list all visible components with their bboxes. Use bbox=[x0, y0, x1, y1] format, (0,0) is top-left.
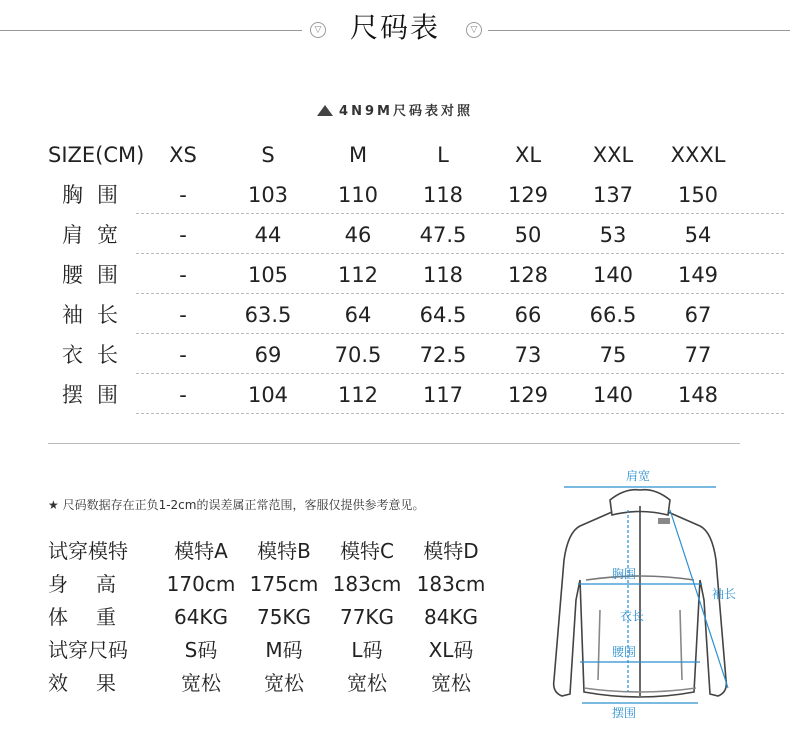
model-cell: 宽松 bbox=[431, 671, 471, 695]
logo-icon bbox=[658, 518, 670, 524]
table-cell: 112 bbox=[337, 263, 379, 287]
table-cell: 72.5 bbox=[419, 343, 467, 367]
table-cell: 66 bbox=[514, 303, 542, 327]
table-subtitle bbox=[0, 100, 790, 119]
table-cell: 44 bbox=[254, 223, 282, 247]
table-cell: 77 bbox=[684, 343, 712, 367]
jacket-measure-diagram bbox=[540, 460, 790, 730]
row-label: 效果 bbox=[48, 671, 144, 695]
table-cell: - bbox=[179, 263, 187, 287]
table-cell: 73 bbox=[514, 343, 542, 367]
label-shoulder: 肩宽 bbox=[626, 469, 651, 483]
model-cell: 模特B bbox=[257, 539, 311, 563]
model-cell: 170cm bbox=[166, 572, 236, 596]
model-cell: 75KG bbox=[256, 605, 312, 629]
model-cell: 84KG bbox=[423, 605, 479, 629]
size-note: ★ 尺码数据存在正负1-2cm的误差属正常范围，客服仅提供参考意见。 bbox=[48, 498, 425, 512]
column-header: XS bbox=[169, 143, 197, 167]
page-title: 尺码表 bbox=[349, 11, 440, 44]
table-cell: 53 bbox=[599, 223, 627, 247]
table-cell: 103 bbox=[247, 183, 289, 207]
table-cell: 149 bbox=[677, 263, 719, 287]
jacket-illustration bbox=[540, 460, 790, 730]
column-header: XXXL bbox=[670, 143, 726, 167]
table-cell: 129 bbox=[507, 383, 549, 407]
model-cell: XL码 bbox=[428, 638, 474, 662]
model-cell: 宽松 bbox=[347, 671, 387, 695]
row-label: 试穿尺码 bbox=[48, 638, 128, 662]
table-cell: - bbox=[179, 223, 187, 247]
row-label: 腰围 bbox=[62, 263, 132, 287]
row-label: 体重 bbox=[48, 605, 144, 629]
column-header: XXL bbox=[592, 143, 634, 167]
table-cell: 105 bbox=[247, 263, 289, 287]
table-cell: 70.5 bbox=[334, 343, 382, 367]
row-divider bbox=[136, 213, 784, 214]
row-label: 身高 bbox=[48, 572, 144, 596]
label-sleeve: 袖长 bbox=[712, 587, 737, 601]
subtitle-text: 4N9M尺码表对照 bbox=[339, 104, 473, 119]
table-cell: 75 bbox=[599, 343, 627, 367]
table-cell: - bbox=[179, 183, 187, 207]
table-cell: - bbox=[179, 383, 187, 407]
row-label: 摆围 bbox=[62, 383, 132, 407]
table-cell: 46 bbox=[344, 223, 372, 247]
table-cell: 112 bbox=[337, 383, 379, 407]
model-cell: 模特A bbox=[174, 539, 228, 563]
table-cell: 150 bbox=[677, 183, 719, 207]
label-chest: 胸围 bbox=[612, 567, 637, 581]
table-cell: 129 bbox=[507, 183, 549, 207]
table-cell: 64 bbox=[344, 303, 372, 327]
label-hem: 摆围 bbox=[612, 706, 637, 720]
table-cell: 47.5 bbox=[419, 223, 467, 247]
model-cell: 宽松 bbox=[264, 671, 304, 695]
row-divider bbox=[136, 373, 784, 374]
table-cell: 118 bbox=[422, 183, 464, 207]
column-header: S bbox=[261, 143, 275, 167]
table-cell: 54 bbox=[684, 223, 712, 247]
chevron-down-icon: ▽ bbox=[310, 22, 326, 38]
table-cell: 128 bbox=[507, 263, 549, 287]
table-cell: 140 bbox=[592, 383, 634, 407]
label-length: 衣长 bbox=[620, 609, 645, 623]
model-cell: 模特C bbox=[340, 539, 394, 563]
model-cell: 77KG bbox=[339, 605, 395, 629]
table-cell: 66.5 bbox=[589, 303, 637, 327]
column-header: L bbox=[437, 143, 449, 167]
table-cell: 110 bbox=[337, 183, 379, 207]
table-cell: 69 bbox=[254, 343, 282, 367]
row-divider bbox=[136, 293, 784, 294]
header-line-right bbox=[488, 30, 790, 31]
table-cell: 64.5 bbox=[419, 303, 467, 327]
table-cell: 50 bbox=[514, 223, 542, 247]
model-cell: 模特D bbox=[423, 539, 479, 563]
table-cell: - bbox=[179, 343, 187, 367]
section-divider bbox=[48, 443, 740, 444]
chevron-down-icon: ▽ bbox=[466, 22, 482, 38]
row-divider bbox=[136, 333, 784, 334]
row-label: 肩宽 bbox=[62, 223, 132, 247]
table-cell: 140 bbox=[592, 263, 634, 287]
row-divider bbox=[136, 253, 784, 254]
model-cell: 宽松 bbox=[181, 671, 221, 695]
model-cell: 183cm bbox=[416, 572, 486, 596]
table-cell: 63.5 bbox=[244, 303, 292, 327]
table-cell: 148 bbox=[677, 383, 719, 407]
row-label: 胸围 bbox=[62, 183, 132, 207]
row-divider bbox=[136, 413, 784, 414]
table-cell: 118 bbox=[422, 263, 464, 287]
table-cell: 117 bbox=[422, 383, 464, 407]
column-header: XL bbox=[514, 143, 542, 167]
model-cell: S码 bbox=[184, 638, 218, 662]
model-cell: 175cm bbox=[249, 572, 319, 596]
table-cell: 104 bbox=[247, 383, 289, 407]
table-cell: 67 bbox=[684, 303, 712, 327]
model-cell: 183cm bbox=[332, 572, 402, 596]
jacket-outline bbox=[554, 490, 727, 697]
row-label: 试穿模特 bbox=[48, 539, 128, 563]
label-waist: 腰围 bbox=[612, 645, 637, 659]
mountain-icon bbox=[317, 105, 333, 116]
model-cell: L码 bbox=[351, 638, 383, 662]
model-cell: 64KG bbox=[173, 605, 229, 629]
model-cell: M码 bbox=[265, 638, 303, 662]
column-header: M bbox=[348, 143, 368, 167]
table-cell: - bbox=[179, 303, 187, 327]
row-label: 衣长 bbox=[62, 343, 132, 367]
table-cell: 137 bbox=[592, 183, 634, 207]
row-label: 袖长 bbox=[62, 303, 132, 327]
column-header: SIZE(CM) bbox=[48, 143, 145, 167]
